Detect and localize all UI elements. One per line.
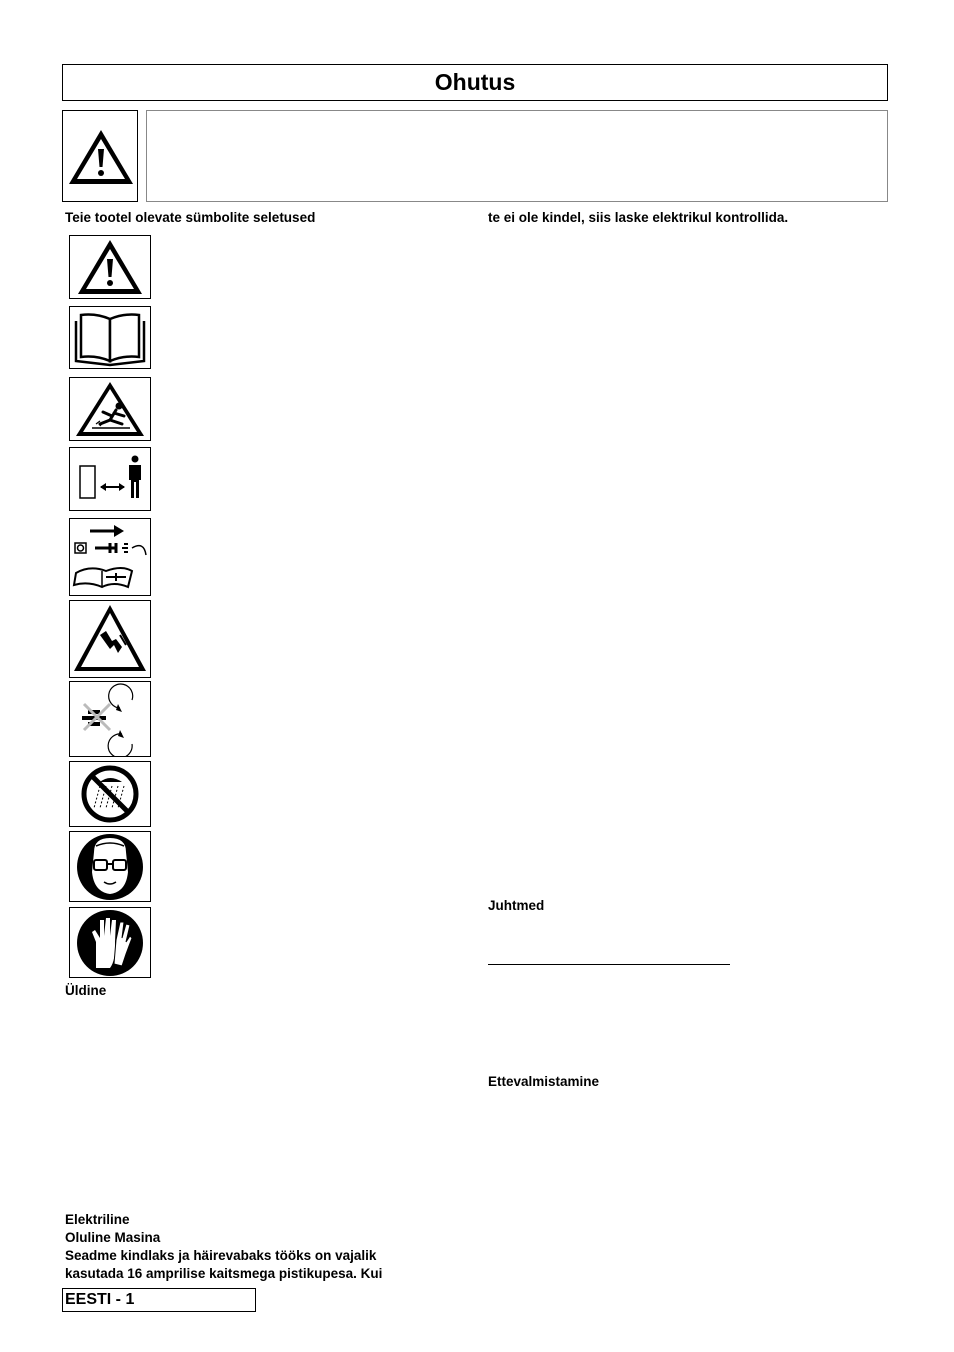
hand-cut-hazard-icon: [70, 601, 150, 677]
cables-divider: [488, 964, 730, 965]
cables-heading: Juhtmed: [488, 898, 545, 913]
warning-note-box: [146, 110, 888, 202]
symbol-warning: [69, 235, 151, 299]
symbol-eye-protection: [69, 831, 151, 902]
warning-triangle-icon: [67, 127, 135, 187]
symbol-rotating-blades: [69, 681, 151, 757]
page-title: Ohutus: [62, 64, 888, 101]
symbol-read-manual: [69, 306, 151, 369]
page-footer: EESTI - 1: [62, 1288, 256, 1312]
symbol-unplug: [69, 518, 151, 596]
symbols-heading: Teie tootel olevate sümbolite seletused: [65, 210, 316, 225]
warning-triangle-icon: [70, 236, 150, 298]
eye-protection-icon: [70, 832, 150, 901]
electrical-heading: Elektriline: [65, 1212, 130, 1227]
right-column-text: te ei ole kindel, siis laske elektrikul kontrollida.: [488, 210, 789, 225]
electrical-text-line-2: kasutada 16 amprilise kaitsmega pistikupesa. Kui: [65, 1266, 383, 1281]
electrical-subheading: Oluline Masina: [65, 1230, 161, 1245]
unplug-before-maintenance-icon: [70, 519, 150, 595]
gloves-icon: [70, 908, 150, 977]
electrical-text-line-1: Seadme kindlaks ja häirevabaks tööks on vajalik: [65, 1248, 377, 1263]
symbol-hand-hazard: [69, 600, 151, 678]
general-heading: Üldine: [65, 983, 107, 998]
symbol-gloves: [69, 907, 151, 978]
slip-hazard-icon: [70, 378, 150, 440]
symbol-keep-distance: [69, 447, 151, 511]
open-book-icon: [70, 307, 150, 368]
symbol-slip-hazard: [69, 377, 151, 441]
keep-distance-icon: [70, 448, 150, 510]
rotating-blades-icon: [70, 682, 150, 756]
no-rain-icon: [70, 762, 150, 826]
symbol-no-rain: [69, 761, 151, 827]
warning-banner-icon-box: [62, 110, 138, 202]
preparation-heading: Ettevalmistamine: [488, 1074, 600, 1089]
